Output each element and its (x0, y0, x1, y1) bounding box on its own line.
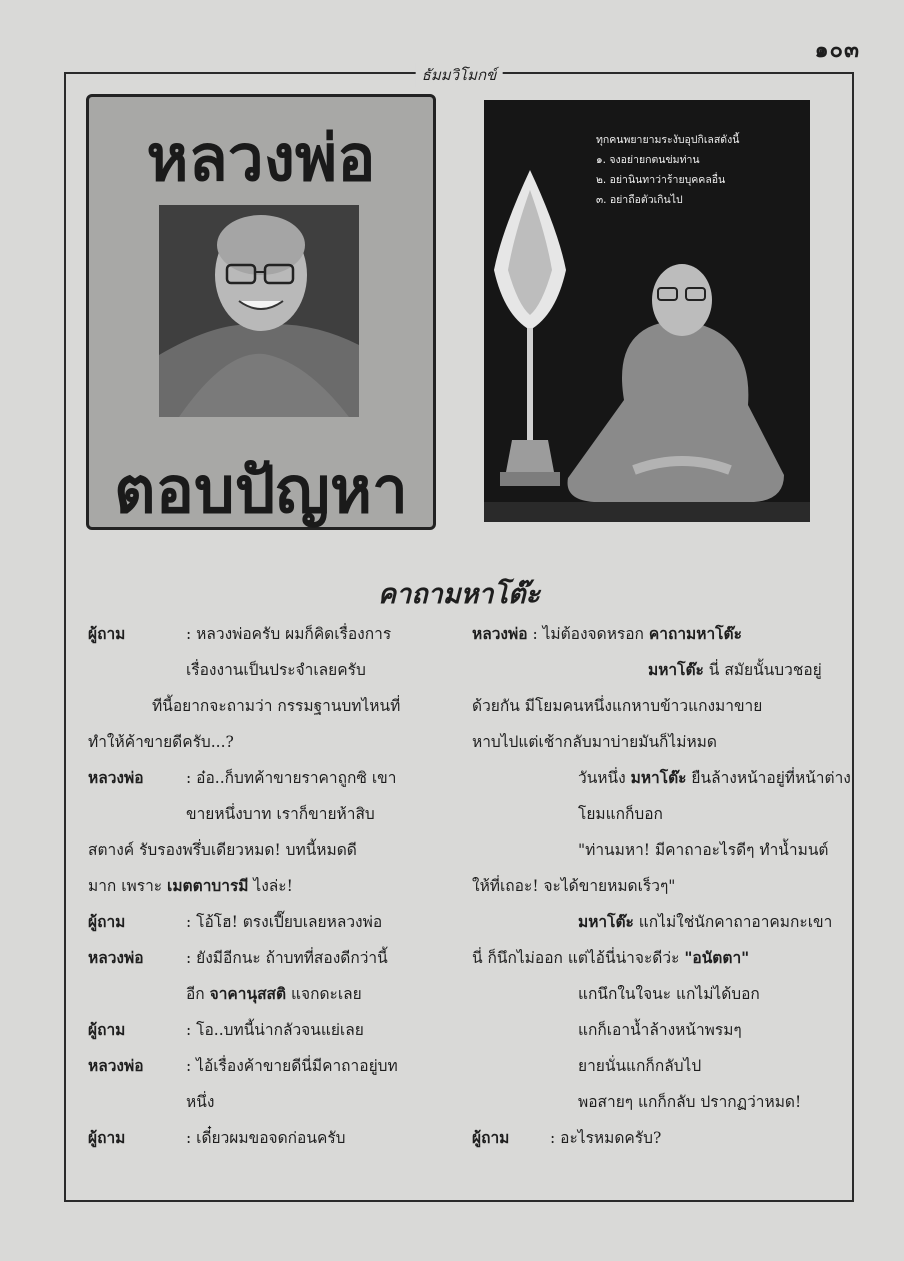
dialogue-line: โยมแกก็บอก (578, 805, 663, 823)
emphasis-text: จาคานุสสติ (209, 984, 287, 1003)
dialogue-line: "ท่านมหา! มีคาถาอะไรดีๆ ทำน้ำมนต์ (578, 841, 829, 859)
dialogue-line: แกก็เอาน้ำล้างหน้าพรมๆ (578, 1021, 742, 1039)
speaker-label: ผู้ถาม (472, 1128, 510, 1147)
dialogue-line: ผู้ถาม : โอ้โฮ! ตรงเปี๊ยบเลยหลวงพ่อ (88, 904, 382, 940)
dialogue-line: ขายหนึ่งบาท เราก็ขายห้าสิบ (186, 805, 375, 823)
dialogue-line: ด้วยกัน มีโยมคนหนึ่งแกหาบข้าวแกงมาขาย (472, 697, 763, 715)
article-frame (64, 66, 854, 1202)
monk-seated-photo (484, 100, 810, 522)
speaker-label: หลวงพ่อ (88, 1056, 144, 1075)
dialogue-line: เรื่องงานเป็นประจำเลยครับ (186, 661, 366, 679)
dialogue-line: หลวงพ่อ : อ๋อ..ก็บทค้าขายราคาถูกซิ เขา (88, 760, 396, 796)
dialogue-line: มหาโต๊ะ นี่ สมัยนั้นบวชอยู่ (648, 660, 822, 679)
dialogue-line: สตางค์ รับรองพรึ่บเดียวหมด! บทนี้หมดดี (88, 841, 357, 859)
running-title: ธัมมวิโมกข์ (416, 63, 503, 87)
dialogue-line: ผู้ถาม : หลวงพ่อครับ ผมก็คิดเรื่องการ (88, 616, 391, 652)
dialogue-line: หาบไปแต่เช้ากลับมาบ่ายมันก็ไม่หมด (472, 733, 717, 751)
dialogue-line: หลวงพ่อ : ไอ้เรื่องค้าขายดีนี่มีคาถาอยู่บท (88, 1048, 398, 1084)
dialogue-line: ทีนี้อยากจะถามว่า กรรมฐานบทไหนที่ (152, 697, 401, 715)
dialogue-line: วันหนึ่ง มหาโต๊ะ ยืนล้างหน้าอยู่ที่หน้าต่าง (578, 768, 851, 787)
photo-caption (596, 130, 806, 210)
emphasis-text: มหาโต๊ะ (630, 768, 687, 787)
monk-portrait-image (159, 205, 359, 417)
dialogue-line: หลวงพ่อ : ยังมีอีกนะ ถ้าบทที่สองดีกว่านี้ (88, 940, 388, 976)
title-line-1: หลวงพ่อ (146, 122, 376, 196)
dialogue-line: ผู้ถาม : เดี๋ยวผมขอจดก่อนครับ (88, 1120, 345, 1156)
speaker-label: ผู้ถาม (88, 912, 126, 931)
speaker-label: ผู้ถาม (88, 1128, 126, 1147)
dialogue-line: อีก จาคานุสสติ แจกดะเลย (186, 984, 362, 1003)
dialogue-line: ให้ที่เถอะ! จะได้ขายหมดเร็วๆ" (472, 877, 676, 895)
caption-heading: ทุกคนพยายามระงับอุปกิเลสดังนี้ (596, 134, 740, 146)
caption-item-1: ๑. จงอย่ายกตนข่มท่าน (596, 154, 700, 166)
dialogue-line: มหาโต๊ะ แกไม่ใช่นักคาถาอาคมกะเขา (578, 912, 833, 931)
speaker-label: หลวงพ่อ (472, 624, 528, 643)
speaker-label: หลวงพ่อ (88, 948, 144, 967)
dialogue-line: หลวงพ่อ : ไม่ต้องจดหรอก คาถามหาโต๊ะ (472, 616, 742, 652)
emphasis-text: มหาโต๊ะ (648, 660, 704, 679)
emphasis-text: คาถามหาโต๊ะ (648, 624, 742, 643)
dialogue-line: ผู้ถาม : อะไรหมดครับ? (472, 1120, 661, 1156)
caption-item-2: ๒. อย่านินทาว่าร้ายบุคคลอื่น (596, 174, 726, 186)
emphasis-text: "อนัตตา" (684, 948, 750, 967)
dialogue-line: ผู้ถาม : โอ..บทนี้น่ากลัวจนแย่เลย (88, 1012, 364, 1048)
section-heading: คาถามหาโต๊ะ (377, 579, 541, 610)
dialogue-line: พอสายๆ แกก็กลับ ปรากฏว่าหมด! (578, 1093, 802, 1111)
caption-item-3: ๓. อย่าถือตัวเกินไป (596, 194, 683, 206)
dialogue-line: มาก เพราะ เมตตาบารมี ไงล่ะ! (88, 876, 293, 895)
dialogue-line: ทำให้ค้าขายดีครับ...? (88, 733, 234, 751)
dialogue-line: ยายนั่นแกก็กลับไป (578, 1057, 702, 1075)
title-line-2: ตอบปัญหา (114, 454, 408, 528)
speaker-label: ผู้ถาม (88, 1020, 126, 1039)
title-box (86, 94, 436, 530)
page-number: ๑๐๓ (814, 37, 860, 63)
dialogue-line: แกนึกในใจนะ แกไม่ได้บอก (578, 985, 760, 1003)
dialogue-line: นี่ ก็นึกไม่ออก แต่ไอ้นี่น่าจะดีว่ะ "อนัตตา" (472, 948, 750, 967)
emphasis-text: มหาโต๊ะ (578, 912, 634, 931)
speaker-label: หลวงพ่อ (88, 768, 144, 787)
speaker-label: ผู้ถาม (88, 624, 126, 643)
dialogue-line: หนึ่ง (186, 1093, 215, 1111)
emphasis-text: เมตตาบารมี (167, 876, 249, 895)
